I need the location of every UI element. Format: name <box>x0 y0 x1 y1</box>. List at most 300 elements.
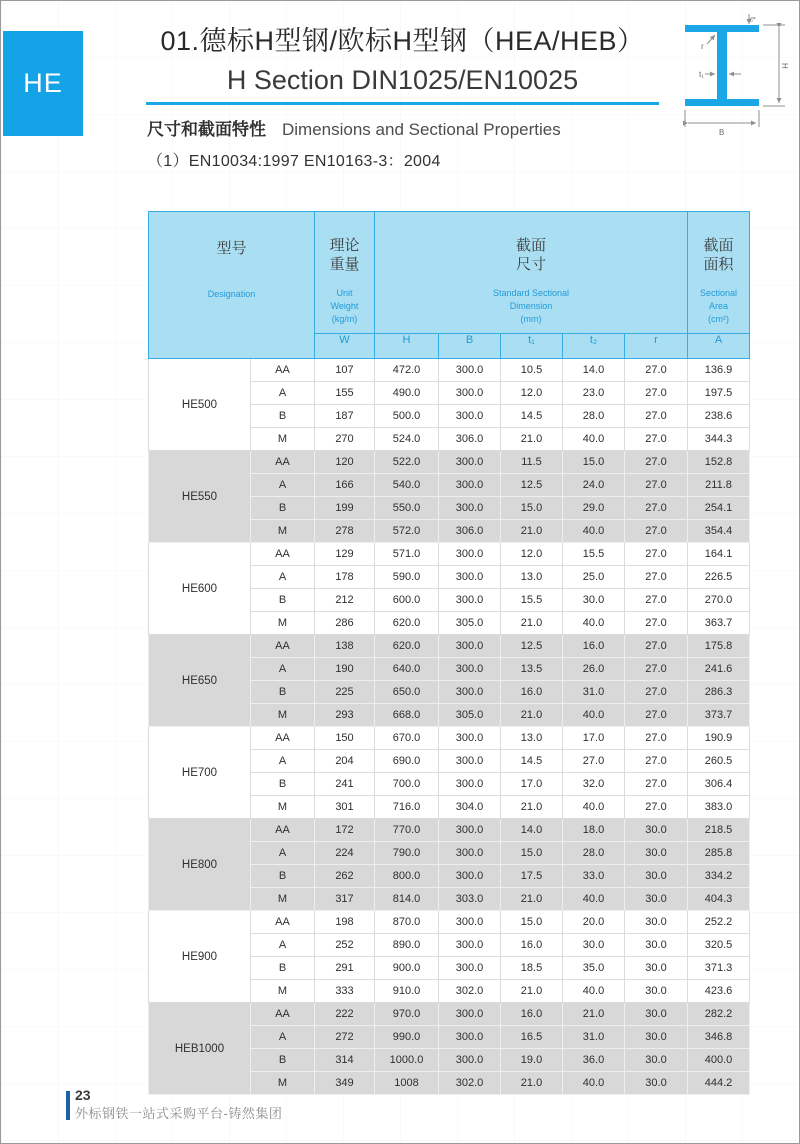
cell-HE550-B-b: 300.0 <box>439 497 501 520</box>
cell-HEB1000-B-variant: B <box>251 1049 315 1072</box>
cell-HE650-M-r: 27.0 <box>625 704 688 727</box>
cell-HE550-A-h: 540.0 <box>375 474 439 497</box>
cell-HE800-M-w: 317 <box>315 888 375 911</box>
cell-HE900-M-w: 333 <box>315 980 375 1003</box>
header-dimension-en-2: Dimension <box>509 301 553 311</box>
dim-label-r: r <box>701 42 704 51</box>
page-title-cn: 01.德标H型钢/欧标H型钢（HEA/HEB） <box>160 26 645 56</box>
cell-HE600-AA-w: 129 <box>315 543 375 566</box>
cell-HEB1000-M-w: 349 <box>315 1072 375 1095</box>
header-area-cn-2: 面积 <box>703 256 734 273</box>
header-dimension-cn-2: 尺寸 <box>516 256 547 273</box>
cell-HEB1000-A-t2: 31.0 <box>563 1026 625 1049</box>
header-sectional-dimension <box>375 212 688 334</box>
subheader-r: r <box>625 334 688 359</box>
cell-HE600-AA-variant: AA <box>251 543 315 566</box>
cell-HE550-M-a: 354.4 <box>688 520 750 543</box>
cell-HE700-B-w: 241 <box>315 773 375 796</box>
cell-HE800-AA-t2: 18.0 <box>563 819 625 842</box>
cell-HEB1000-B-a: 400.0 <box>688 1049 750 1072</box>
title-block <box>146 21 659 105</box>
cell-HE500-M-variant: M <box>251 428 315 451</box>
cell-HEB1000-B-r: 30.0 <box>625 1049 688 1072</box>
cell-HE500-A-r: 27.0 <box>625 382 688 405</box>
header-area-cn-1: 截面 <box>703 237 734 254</box>
cell-HE900-B-variant: B <box>251 957 315 980</box>
cell-HE550-A-a: 211.8 <box>688 474 750 497</box>
cell-HE650-AA-a: 175.8 <box>688 635 750 658</box>
cell-HE800-M-variant: M <box>251 888 315 911</box>
cell-HE700-AA-w: 150 <box>315 727 375 750</box>
header-designation-cn: 型号 <box>216 240 247 257</box>
header-area-en-2: Area <box>709 301 729 311</box>
cell-HE650-B-b: 300.0 <box>439 681 501 704</box>
cell-HE500-A-t2: 23.0 <box>563 382 625 405</box>
cell-HE700-A-r: 27.0 <box>625 750 688 773</box>
dim-label-b: B <box>719 128 725 137</box>
cell-HE600-A-h: 590.0 <box>375 566 439 589</box>
cell-HE500-M-w: 270 <box>315 428 375 451</box>
cell-HE650-A-variant: A <box>251 658 315 681</box>
cell-HE550-M-w: 278 <box>315 520 375 543</box>
cell-HE650-A-r: 27.0 <box>625 658 688 681</box>
cell-HEB1000-M-b: 302.0 <box>439 1072 501 1095</box>
header-area-en-3: (cm²) <box>708 314 730 324</box>
cell-HE700-B-a: 306.4 <box>688 773 750 796</box>
table-row-HEB1000-AA <box>149 1003 750 1026</box>
cell-HE700-AA-h: 670.0 <box>375 727 439 750</box>
cell-HE800-B-t2: 33.0 <box>563 865 625 888</box>
cell-HE800-M-a: 404.3 <box>688 888 750 911</box>
cell-HE600-A-a: 226.5 <box>688 566 750 589</box>
cell-HE600-AA-t2: 15.5 <box>563 543 625 566</box>
cell-HE550-AA-b: 300.0 <box>439 451 501 474</box>
designation-HE900: HE900 <box>149 911 251 1003</box>
designation-HE600: HE600 <box>149 543 251 635</box>
header-area-en-1: Sectional <box>700 288 738 298</box>
cell-HE550-AA-h: 522.0 <box>375 451 439 474</box>
cell-HE500-B-b: 300.0 <box>439 405 501 428</box>
cell-HE800-B-t1: 17.5 <box>501 865 563 888</box>
cell-HE550-A-t1: 12.5 <box>501 474 563 497</box>
cell-HE650-AA-b: 300.0 <box>439 635 501 658</box>
cell-HE600-B-r: 27.0 <box>625 589 688 612</box>
cell-HE900-B-b: 300.0 <box>439 957 501 980</box>
cell-HE900-A-b: 300.0 <box>439 934 501 957</box>
cell-HE800-M-t1: 21.0 <box>501 888 563 911</box>
cell-HE500-AA-r: 27.0 <box>625 359 688 382</box>
designation-HE550: HE550 <box>149 451 251 543</box>
cell-HE900-B-w: 291 <box>315 957 375 980</box>
cell-HE700-M-a: 383.0 <box>688 796 750 819</box>
cell-HE800-M-r: 30.0 <box>625 888 688 911</box>
cell-HE800-AA-variant: AA <box>251 819 315 842</box>
table-row-HE900-AA <box>149 911 750 934</box>
designation-HE700: HE700 <box>149 727 251 819</box>
cell-HE650-A-h: 640.0 <box>375 658 439 681</box>
cell-HE550-AA-variant: AA <box>251 451 315 474</box>
cell-HE550-B-t1: 15.0 <box>501 497 563 520</box>
cell-HE700-AA-r: 27.0 <box>625 727 688 750</box>
cell-HE550-B-a: 254.1 <box>688 497 750 520</box>
cell-HE800-AA-h: 770.0 <box>375 819 439 842</box>
cell-HE500-AA-variant: AA <box>251 359 315 382</box>
table-body <box>149 359 750 1095</box>
web <box>717 32 727 99</box>
cell-HE650-AA-t1: 12.5 <box>501 635 563 658</box>
cell-HE650-B-r: 27.0 <box>625 681 688 704</box>
cell-HE900-A-w: 252 <box>315 934 375 957</box>
cell-HE900-AA-t2: 20.0 <box>563 911 625 934</box>
cell-HE600-AA-t1: 12.0 <box>501 543 563 566</box>
standards-reference: （1）EN10034:1997 EN10163-3：2004 <box>147 153 441 170</box>
cell-HE500-B-t1: 14.5 <box>501 405 563 428</box>
page-title-en: H Section DIN1025/EN10025 <box>226 65 579 95</box>
cell-HE500-B-a: 238.6 <box>688 405 750 428</box>
cell-HE600-A-variant: A <box>251 566 315 589</box>
subheader-h: H <box>375 334 439 359</box>
cell-HE900-AA-b: 300.0 <box>439 911 501 934</box>
section-heading-cn: 尺寸和截面特性 <box>147 120 266 139</box>
cell-HE550-AA-a: 152.8 <box>688 451 750 474</box>
cell-HE600-M-h: 620.0 <box>375 612 439 635</box>
cell-HE500-M-h: 524.0 <box>375 428 439 451</box>
cell-HE500-A-h: 490.0 <box>375 382 439 405</box>
table-row-HE800-AA <box>149 819 750 842</box>
page-number: 23 <box>75 1087 91 1103</box>
cell-HE600-B-a: 270.0 <box>688 589 750 612</box>
cell-HE500-AA-a: 136.9 <box>688 359 750 382</box>
cell-HE900-A-a: 320.5 <box>688 934 750 957</box>
title-underline <box>146 102 659 105</box>
cell-HEB1000-A-t1: 16.5 <box>501 1026 563 1049</box>
designation-HE500: HE500 <box>149 359 251 451</box>
cell-HE650-M-t1: 21.0 <box>501 704 563 727</box>
cell-HE900-A-variant: A <box>251 934 315 957</box>
header-weight-en-2: Weight <box>330 301 359 311</box>
cell-HE700-B-b: 300.0 <box>439 773 501 796</box>
cell-HE700-A-w: 204 <box>315 750 375 773</box>
cell-HE700-M-h: 716.0 <box>375 796 439 819</box>
cell-HE550-AA-w: 120 <box>315 451 375 474</box>
cell-HE700-A-t2: 27.0 <box>563 750 625 773</box>
subheader-b: B <box>439 334 501 359</box>
cell-HE900-M-h: 910.0 <box>375 980 439 1003</box>
cell-HEB1000-A-a: 346.8 <box>688 1026 750 1049</box>
section-badge: HE <box>3 31 83 136</box>
cell-HE650-A-w: 190 <box>315 658 375 681</box>
subheader-w: W <box>315 334 375 359</box>
table-row-HE500-AA <box>149 359 750 382</box>
cell-HE550-AA-t2: 15.0 <box>563 451 625 474</box>
cell-HEB1000-B-t1: 19.0 <box>501 1049 563 1072</box>
cell-HE650-A-t1: 13.5 <box>501 658 563 681</box>
cell-HE600-B-variant: B <box>251 589 315 612</box>
cell-HE600-A-r: 27.0 <box>625 566 688 589</box>
cell-HE600-B-b: 300.0 <box>439 589 501 612</box>
cell-HE550-A-r: 27.0 <box>625 474 688 497</box>
cell-HE650-M-a: 373.7 <box>688 704 750 727</box>
section-heading <box>147 115 561 140</box>
cell-HE650-M-t2: 40.0 <box>563 704 625 727</box>
header-designation-en: Designation <box>207 289 256 299</box>
cell-HE900-B-t1: 18.5 <box>501 957 563 980</box>
header-weight-cn-2: 重量 <box>329 256 360 273</box>
cell-HEB1000-A-b: 300.0 <box>439 1026 501 1049</box>
subheader-t1: t₁ <box>501 334 563 359</box>
table-row-HE600-AA <box>149 543 750 566</box>
cell-HE700-AA-t1: 13.0 <box>501 727 563 750</box>
cell-HE800-B-r: 30.0 <box>625 865 688 888</box>
cell-HEB1000-AA-t1: 16.0 <box>501 1003 563 1026</box>
cell-HE800-A-a: 285.8 <box>688 842 750 865</box>
cell-HE500-A-t1: 12.0 <box>501 382 563 405</box>
cell-HE900-A-h: 890.0 <box>375 934 439 957</box>
cell-HEB1000-B-w: 314 <box>315 1049 375 1072</box>
subheader-t2: t₂ <box>563 334 625 359</box>
cell-HEB1000-A-h: 990.0 <box>375 1026 439 1049</box>
cell-HE600-M-t2: 40.0 <box>563 612 625 635</box>
cell-HEB1000-AA-w: 222 <box>315 1003 375 1026</box>
cell-HE600-M-r: 27.0 <box>625 612 688 635</box>
cell-HE700-A-a: 260.5 <box>688 750 750 773</box>
header-designation <box>149 212 315 359</box>
cell-HE600-M-a: 363.7 <box>688 612 750 635</box>
cell-HE900-AA-r: 30.0 <box>625 911 688 934</box>
cell-HE700-B-variant: B <box>251 773 315 796</box>
cell-HEB1000-M-t2: 40.0 <box>563 1072 625 1095</box>
cell-HE900-AA-t1: 15.0 <box>501 911 563 934</box>
cell-HE800-AA-w: 172 <box>315 819 375 842</box>
cell-HE650-M-w: 293 <box>315 704 375 727</box>
cell-HE800-A-w: 224 <box>315 842 375 865</box>
cell-HE550-M-t1: 21.0 <box>501 520 563 543</box>
cell-HE600-A-t1: 13.0 <box>501 566 563 589</box>
cell-HE650-A-t2: 26.0 <box>563 658 625 681</box>
cell-HE900-M-variant: M <box>251 980 315 1003</box>
table-row-HE550-AA <box>149 451 750 474</box>
cell-HE600-B-h: 600.0 <box>375 589 439 612</box>
cell-HE650-B-variant: B <box>251 681 315 704</box>
cell-HE500-AA-h: 472.0 <box>375 359 439 382</box>
cell-HEB1000-AA-a: 282.2 <box>688 1003 750 1026</box>
cell-HE800-AA-t1: 14.0 <box>501 819 563 842</box>
cell-HE800-A-t1: 15.0 <box>501 842 563 865</box>
cell-HE800-A-variant: A <box>251 842 315 865</box>
cell-HEB1000-B-b: 300.0 <box>439 1049 501 1072</box>
cell-HE650-M-variant: M <box>251 704 315 727</box>
cell-HEB1000-B-t2: 36.0 <box>563 1049 625 1072</box>
cell-HE700-B-t2: 32.0 <box>563 773 625 796</box>
cell-HE800-AA-r: 30.0 <box>625 819 688 842</box>
cell-HE500-B-h: 500.0 <box>375 405 439 428</box>
cell-HE500-M-r: 27.0 <box>625 428 688 451</box>
designation-HEB1000: HEB1000 <box>149 1003 251 1095</box>
section-heading-en: Dimensions and Sectional Properties <box>282 120 561 139</box>
cell-HE650-B-h: 650.0 <box>375 681 439 704</box>
cell-HE650-AA-variant: AA <box>251 635 315 658</box>
cell-HE700-M-variant: M <box>251 796 315 819</box>
header-dimension-en-1: Standard Sectional <box>492 288 570 298</box>
cell-HE700-B-h: 700.0 <box>375 773 439 796</box>
footer-company-text: 外标钢铁一站式采购平台-铸然集团 <box>75 1106 283 1121</box>
cell-HE650-B-t1: 16.0 <box>501 681 563 704</box>
designation-HE650: HE650 <box>149 635 251 727</box>
table-row-HE650-AA <box>149 635 750 658</box>
cell-HEB1000-B-h: 1000.0 <box>375 1049 439 1072</box>
cell-HE650-B-w: 225 <box>315 681 375 704</box>
header-sectional-area <box>688 212 750 334</box>
cell-HE600-A-w: 178 <box>315 566 375 589</box>
cell-HEB1000-AA-r: 30.0 <box>625 1003 688 1026</box>
cell-HE650-AA-w: 138 <box>315 635 375 658</box>
cell-HE800-M-t2: 40.0 <box>563 888 625 911</box>
cell-HE600-AA-a: 164.1 <box>688 543 750 566</box>
cell-HE700-A-b: 300.0 <box>439 750 501 773</box>
cell-HE500-A-w: 155 <box>315 382 375 405</box>
dim-label-t1: t₁ <box>699 70 704 79</box>
cell-HE900-M-b: 302.0 <box>439 980 501 1003</box>
cell-HE700-AA-variant: AA <box>251 727 315 750</box>
cell-HE800-A-t2: 28.0 <box>563 842 625 865</box>
cell-HE550-A-w: 166 <box>315 474 375 497</box>
cell-HE900-M-t1: 21.0 <box>501 980 563 1003</box>
cell-HE500-M-t2: 40.0 <box>563 428 625 451</box>
cell-HE700-AA-b: 300.0 <box>439 727 501 750</box>
cell-HEB1000-A-r: 30.0 <box>625 1026 688 1049</box>
cell-HEB1000-AA-h: 970.0 <box>375 1003 439 1026</box>
header-weight-en-3: (kg/m) <box>331 314 358 324</box>
cell-HE700-M-b: 304.0 <box>439 796 501 819</box>
top-flange <box>685 25 759 32</box>
cell-HE500-A-b: 300.0 <box>439 382 501 405</box>
cell-HEB1000-AA-t2: 21.0 <box>563 1003 625 1026</box>
cell-HE550-A-t2: 24.0 <box>563 474 625 497</box>
cell-HE900-B-h: 900.0 <box>375 957 439 980</box>
cell-HEB1000-M-t1: 21.0 <box>501 1072 563 1095</box>
cell-HEB1000-M-h: 1008 <box>375 1072 439 1095</box>
cell-HE700-M-t1: 21.0 <box>501 796 563 819</box>
cell-HE800-AA-a: 218.5 <box>688 819 750 842</box>
cell-HEB1000-M-a: 444.2 <box>688 1072 750 1095</box>
dim-label-h: H <box>780 63 789 69</box>
cell-HE800-B-variant: B <box>251 865 315 888</box>
cell-HE700-AA-t2: 17.0 <box>563 727 625 750</box>
cell-HE900-A-t2: 30.0 <box>563 934 625 957</box>
cell-HE600-M-t1: 21.0 <box>501 612 563 635</box>
cell-HE550-A-b: 300.0 <box>439 474 501 497</box>
cell-HE900-AA-a: 252.2 <box>688 911 750 934</box>
cell-HEB1000-M-r: 30.0 <box>625 1072 688 1095</box>
cell-HE550-B-w: 199 <box>315 497 375 520</box>
cell-HE900-M-r: 30.0 <box>625 980 688 1003</box>
designation-HE800: HE800 <box>149 819 251 911</box>
cell-HE700-M-w: 301 <box>315 796 375 819</box>
cell-HE600-M-variant: M <box>251 612 315 635</box>
cell-HE900-M-a: 423.6 <box>688 980 750 1003</box>
cell-HE700-B-t1: 17.0 <box>501 773 563 796</box>
cell-HE800-B-b: 300.0 <box>439 865 501 888</box>
cell-HE600-A-b: 300.0 <box>439 566 501 589</box>
cell-HE550-M-r: 27.0 <box>625 520 688 543</box>
bottom-flange <box>685 99 759 106</box>
cell-HE550-M-variant: M <box>251 520 315 543</box>
cell-HE700-A-h: 690.0 <box>375 750 439 773</box>
cell-HE800-A-r: 30.0 <box>625 842 688 865</box>
cell-HE600-M-b: 305.0 <box>439 612 501 635</box>
cell-HE650-B-a: 286.3 <box>688 681 750 704</box>
cell-HE800-A-b: 300.0 <box>439 842 501 865</box>
cell-HE650-AA-t2: 16.0 <box>563 635 625 658</box>
cell-HE700-M-t2: 40.0 <box>563 796 625 819</box>
cell-HE550-AA-t1: 11.5 <box>501 451 563 474</box>
cell-HE900-B-a: 371.3 <box>688 957 750 980</box>
header-weight-cn-1: 理论 <box>329 237 360 254</box>
cell-HE800-AA-b: 300.0 <box>439 819 501 842</box>
cell-HE700-AA-a: 190.9 <box>688 727 750 750</box>
cell-HE700-B-r: 27.0 <box>625 773 688 796</box>
cell-HE550-M-h: 572.0 <box>375 520 439 543</box>
header-dimension-cn-1: 截面 <box>516 237 547 254</box>
cell-HE500-M-b: 306.0 <box>439 428 501 451</box>
cell-HE550-B-t2: 29.0 <box>563 497 625 520</box>
cell-HEB1000-AA-b: 300.0 <box>439 1003 501 1026</box>
cell-HE500-M-t1: 21.0 <box>501 428 563 451</box>
cell-HE600-AA-b: 300.0 <box>439 543 501 566</box>
cell-HE500-AA-b: 300.0 <box>439 359 501 382</box>
cell-HE600-A-t2: 25.0 <box>563 566 625 589</box>
cell-HE800-A-h: 790.0 <box>375 842 439 865</box>
cell-HE500-AA-w: 107 <box>315 359 375 382</box>
cell-HE600-AA-r: 27.0 <box>625 543 688 566</box>
dim-label-t2: t₂ <box>748 17 757 23</box>
cell-HE600-M-w: 286 <box>315 612 375 635</box>
cell-HE900-A-r: 30.0 <box>625 934 688 957</box>
cell-HE900-A-t1: 16.0 <box>501 934 563 957</box>
cell-HE650-A-b: 300.0 <box>439 658 501 681</box>
cell-HE650-M-b: 305.0 <box>439 704 501 727</box>
table-row-HE700-AA <box>149 727 750 750</box>
cell-HE650-M-h: 668.0 <box>375 704 439 727</box>
cell-HE650-AA-r: 27.0 <box>625 635 688 658</box>
cell-HE500-AA-t1: 10.5 <box>501 359 563 382</box>
cell-HE900-B-r: 30.0 <box>625 957 688 980</box>
cell-HE900-AA-h: 870.0 <box>375 911 439 934</box>
cell-HE700-A-variant: A <box>251 750 315 773</box>
cell-HE900-B-t2: 35.0 <box>563 957 625 980</box>
cell-HE900-AA-w: 198 <box>315 911 375 934</box>
cell-HE800-M-b: 303.0 <box>439 888 501 911</box>
cell-HE550-M-b: 306.0 <box>439 520 501 543</box>
dimension-table <box>148 211 750 1095</box>
cell-HE550-AA-r: 27.0 <box>625 451 688 474</box>
cell-HE550-M-t2: 40.0 <box>563 520 625 543</box>
cell-HE650-AA-h: 620.0 <box>375 635 439 658</box>
cell-HE900-M-t2: 40.0 <box>563 980 625 1003</box>
cell-HE800-B-h: 800.0 <box>375 865 439 888</box>
cell-HEB1000-A-variant: A <box>251 1026 315 1049</box>
cell-HEB1000-AA-variant: AA <box>251 1003 315 1026</box>
cell-HE500-B-variant: B <box>251 405 315 428</box>
cell-HE800-M-h: 814.0 <box>375 888 439 911</box>
cell-HE600-B-t1: 15.5 <box>501 589 563 612</box>
cell-HE600-B-w: 212 <box>315 589 375 612</box>
cell-HE800-B-w: 262 <box>315 865 375 888</box>
footer-accent-bar <box>66 1091 70 1120</box>
cell-HE500-AA-t2: 14.0 <box>563 359 625 382</box>
cell-HE600-AA-h: 571.0 <box>375 543 439 566</box>
cell-HE500-A-variant: A <box>251 382 315 405</box>
